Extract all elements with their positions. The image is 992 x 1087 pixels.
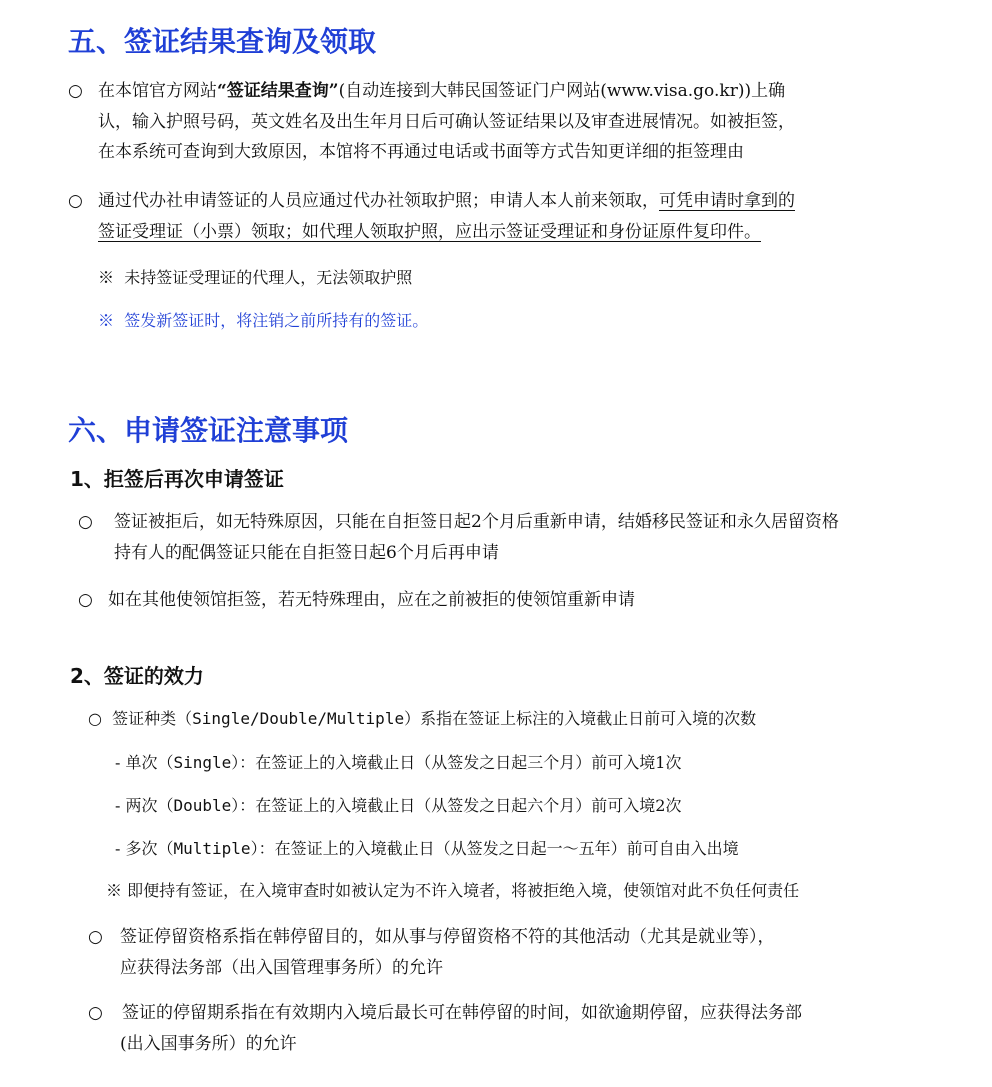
item-text: 通过代办社申请签证的人员应通过代办社领取护照；申请人本人前来领取， — [98, 191, 659, 211]
item-text: 在本系统可查询到大致原因，本馆将不再通过电话或书面等方式告知更详细的拒签理由 — [98, 142, 744, 162]
item-text: (出入国事务所）的允许 — [120, 1033, 297, 1054]
note-text: 签发新签证时，将注销之前所持有的签证。 — [124, 311, 429, 330]
note-text: 即便持有签证，在入境审查时如被认定为不许入境者，将被拒绝入境，使领馆对此不负任何责任 — [127, 881, 800, 900]
item-text: 签证停留资格系指在韩停留目的，如从事与停留资格不符的其他活动（尤其是就业等）， — [120, 927, 775, 947]
entry-denial-note — [106, 879, 799, 903]
refusal-reapply-item — [78, 507, 938, 568]
section-5-title: 五、签证结果查询及领取 — [68, 25, 377, 58]
result-query-item — [68, 76, 928, 168]
reference-mark-icon: ※ — [98, 268, 115, 287]
stay-status-item — [88, 922, 948, 983]
item-text: 应获得法务部（出入国管理事务所）的允许 — [120, 957, 443, 978]
section-6-title: 六、申请签证注意事项 — [68, 414, 349, 447]
dash-text: ）：在签证上的入境截止日（从签发之日起六个月）前可入境2次 — [231, 796, 682, 815]
note-text: 未持签证受理证的代理人，无法领取护照 — [124, 268, 413, 287]
item-text: 签证种类（ — [112, 709, 193, 728]
note-new-visa — [98, 309, 428, 333]
item-text: 在本馆官方网站 — [98, 81, 217, 101]
item-text: 认，输入护照号码，英文姓名及出生年月日后可确认签证结果以及审查进展情况。如被拒签， — [98, 111, 795, 132]
visa-result-query-link[interactable]: “签证结果查询” — [217, 81, 339, 101]
other-consulate-item — [78, 585, 938, 616]
dash-text: ）：在签证上的入境截止日（从签发之日起一～五年）前可自由入出境 — [250, 839, 739, 858]
dash-text: - 两次（ — [115, 796, 174, 815]
item-text: ）系指在签证上标注的入境截止日前可入境的次数 — [404, 709, 757, 728]
circle-bullet-icon: ○ — [88, 1003, 103, 1023]
dash-text: ）：在签证上的入境截止日（从签发之日起三个月）前可入境1次 — [231, 753, 682, 772]
circle-bullet-icon: ○ — [68, 81, 83, 101]
dash-text: - 多次（ — [115, 839, 174, 858]
item-text: 签证被拒后，如无特殊原因，只能在自拒签日起2个月后重新申请，结婚移民签证和永久居留资格 — [114, 512, 839, 532]
reference-mark-icon: ※ — [98, 311, 115, 330]
item-text: (自动连接到大韩民国签证门户网站(www.visa.go.kr))上确 — [338, 81, 786, 101]
single-entry-line — [115, 751, 681, 775]
reference-mark-icon: ※ — [106, 881, 123, 900]
visa-type-item — [88, 707, 756, 731]
dash-text: Double — [173, 796, 232, 815]
item-text: 持有人的配偶签证只能在自拒签日起6个月后再申请 — [114, 542, 499, 563]
item-text: 如在其他使领馆拒签，若无特殊理由，应在之前被拒的使领馆重新申请 — [108, 590, 635, 610]
dash-text: Single — [173, 753, 232, 772]
item-text: Single/Double/Multiple — [192, 709, 405, 728]
circle-bullet-icon: ○ — [88, 709, 102, 728]
circle-bullet-icon: ○ — [68, 191, 83, 211]
passport-pickup-item — [68, 186, 928, 247]
stay-period-item — [88, 998, 948, 1059]
item-text: 签证的停留期系指在有效期内入境后最长可在韩停留的时间，如欲逾期停留，应获得法务部 — [122, 1003, 802, 1023]
subsection-1-title: 1、拒签后再次申请签证 — [70, 467, 284, 491]
subsection-2-title: 2、签证的效力 — [70, 664, 204, 688]
underlined-text: 签证受理证（小票）领取；如代理人领取护照，应出示签证受理证和身份证原件复印件。 — [98, 221, 761, 242]
dash-text: - 单次（ — [115, 753, 174, 772]
dash-text: Multiple — [173, 839, 251, 858]
double-entry-line — [115, 794, 681, 818]
note-proxy — [98, 266, 412, 290]
multiple-entry-line — [115, 837, 739, 861]
circle-bullet-icon: ○ — [78, 590, 93, 610]
underlined-text: 可凭申请时拿到的 — [659, 191, 795, 211]
circle-bullet-icon: ○ — [88, 927, 103, 947]
circle-bullet-icon: ○ — [78, 512, 93, 532]
